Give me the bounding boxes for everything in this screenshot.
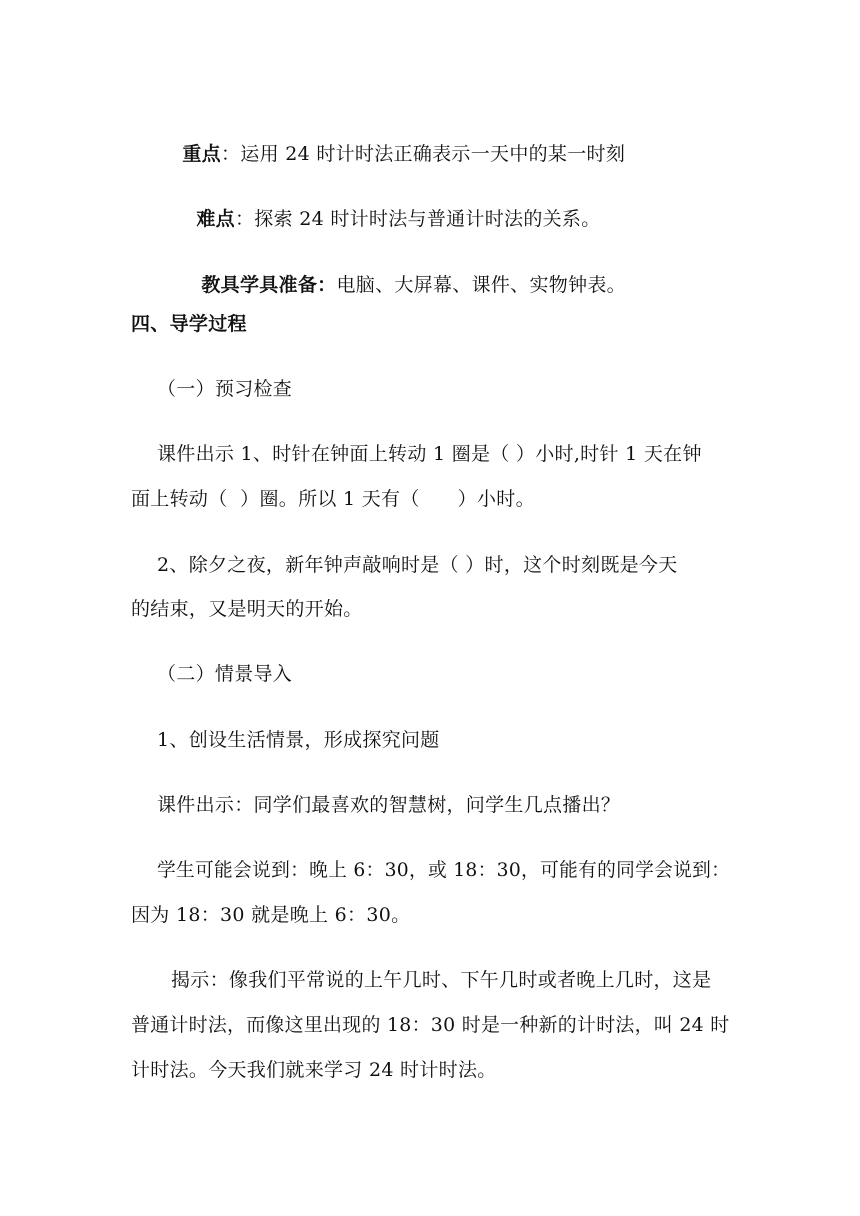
difficult-point-label: 难点 — [196, 208, 235, 230]
materials-label: 教具学具准备： — [201, 274, 337, 296]
key-point-text: ：运用 24 时计时法正确表示一天中的某一时刻 — [220, 143, 626, 165]
section-heading: 四、导学过程 — [131, 313, 247, 335]
difficult-point-text: ：探索 24 时计时法与普通计时法的关系。 — [234, 208, 601, 230]
preview-question-1-line-1: 课件出示 1、时针在钟面上转动 1 圈是（ ）小时,时针 1 天在钟 — [157, 443, 702, 465]
intro-courseware: 课件出示：同学们最喜欢的智慧树，问学生几点播出？ — [157, 794, 621, 816]
intro-reveal-line-2: 普通计时法，而像这里出现的 18：30 时是一种新的计时法，叫 24 时 — [131, 1014, 730, 1036]
materials-text: 电脑、大屏幕、课件、实物钟表。 — [336, 274, 626, 296]
intro-answer-line-2: 因为 18：30 就是晚上 6：30。 — [131, 904, 411, 926]
intro-reveal-line-1: 揭示：像我们平常说的上午几时、下午几时或者晚上几时，这是 — [171, 969, 712, 991]
intro-heading: （二）情景导入 — [157, 663, 293, 685]
preview-question-2-line-2: 的结束，又是明天的开始。 — [131, 598, 363, 620]
intro-answer-line-1: 学生可能会说到：晚上 6：30，或 18：30，可能有的同学会说到： — [157, 859, 731, 881]
key-point-label: 重点 — [182, 143, 221, 165]
preview-question-2-line-1: 2、除夕之夜，新年钟声敲响时是（ ）时，这个时刻既是今天 — [157, 554, 678, 576]
intro-reveal-line-3: 计时法。今天我们就来学习 24 时计时法。 — [131, 1059, 497, 1081]
preview-heading: （一）预习检查 — [157, 378, 293, 400]
preview-question-1-line-2: 面上转动（ ）圈。所以 1 天有（ ）小时。 — [131, 488, 535, 510]
intro-step-1: 1、创设生活情景，形成探究问题 — [157, 729, 440, 751]
